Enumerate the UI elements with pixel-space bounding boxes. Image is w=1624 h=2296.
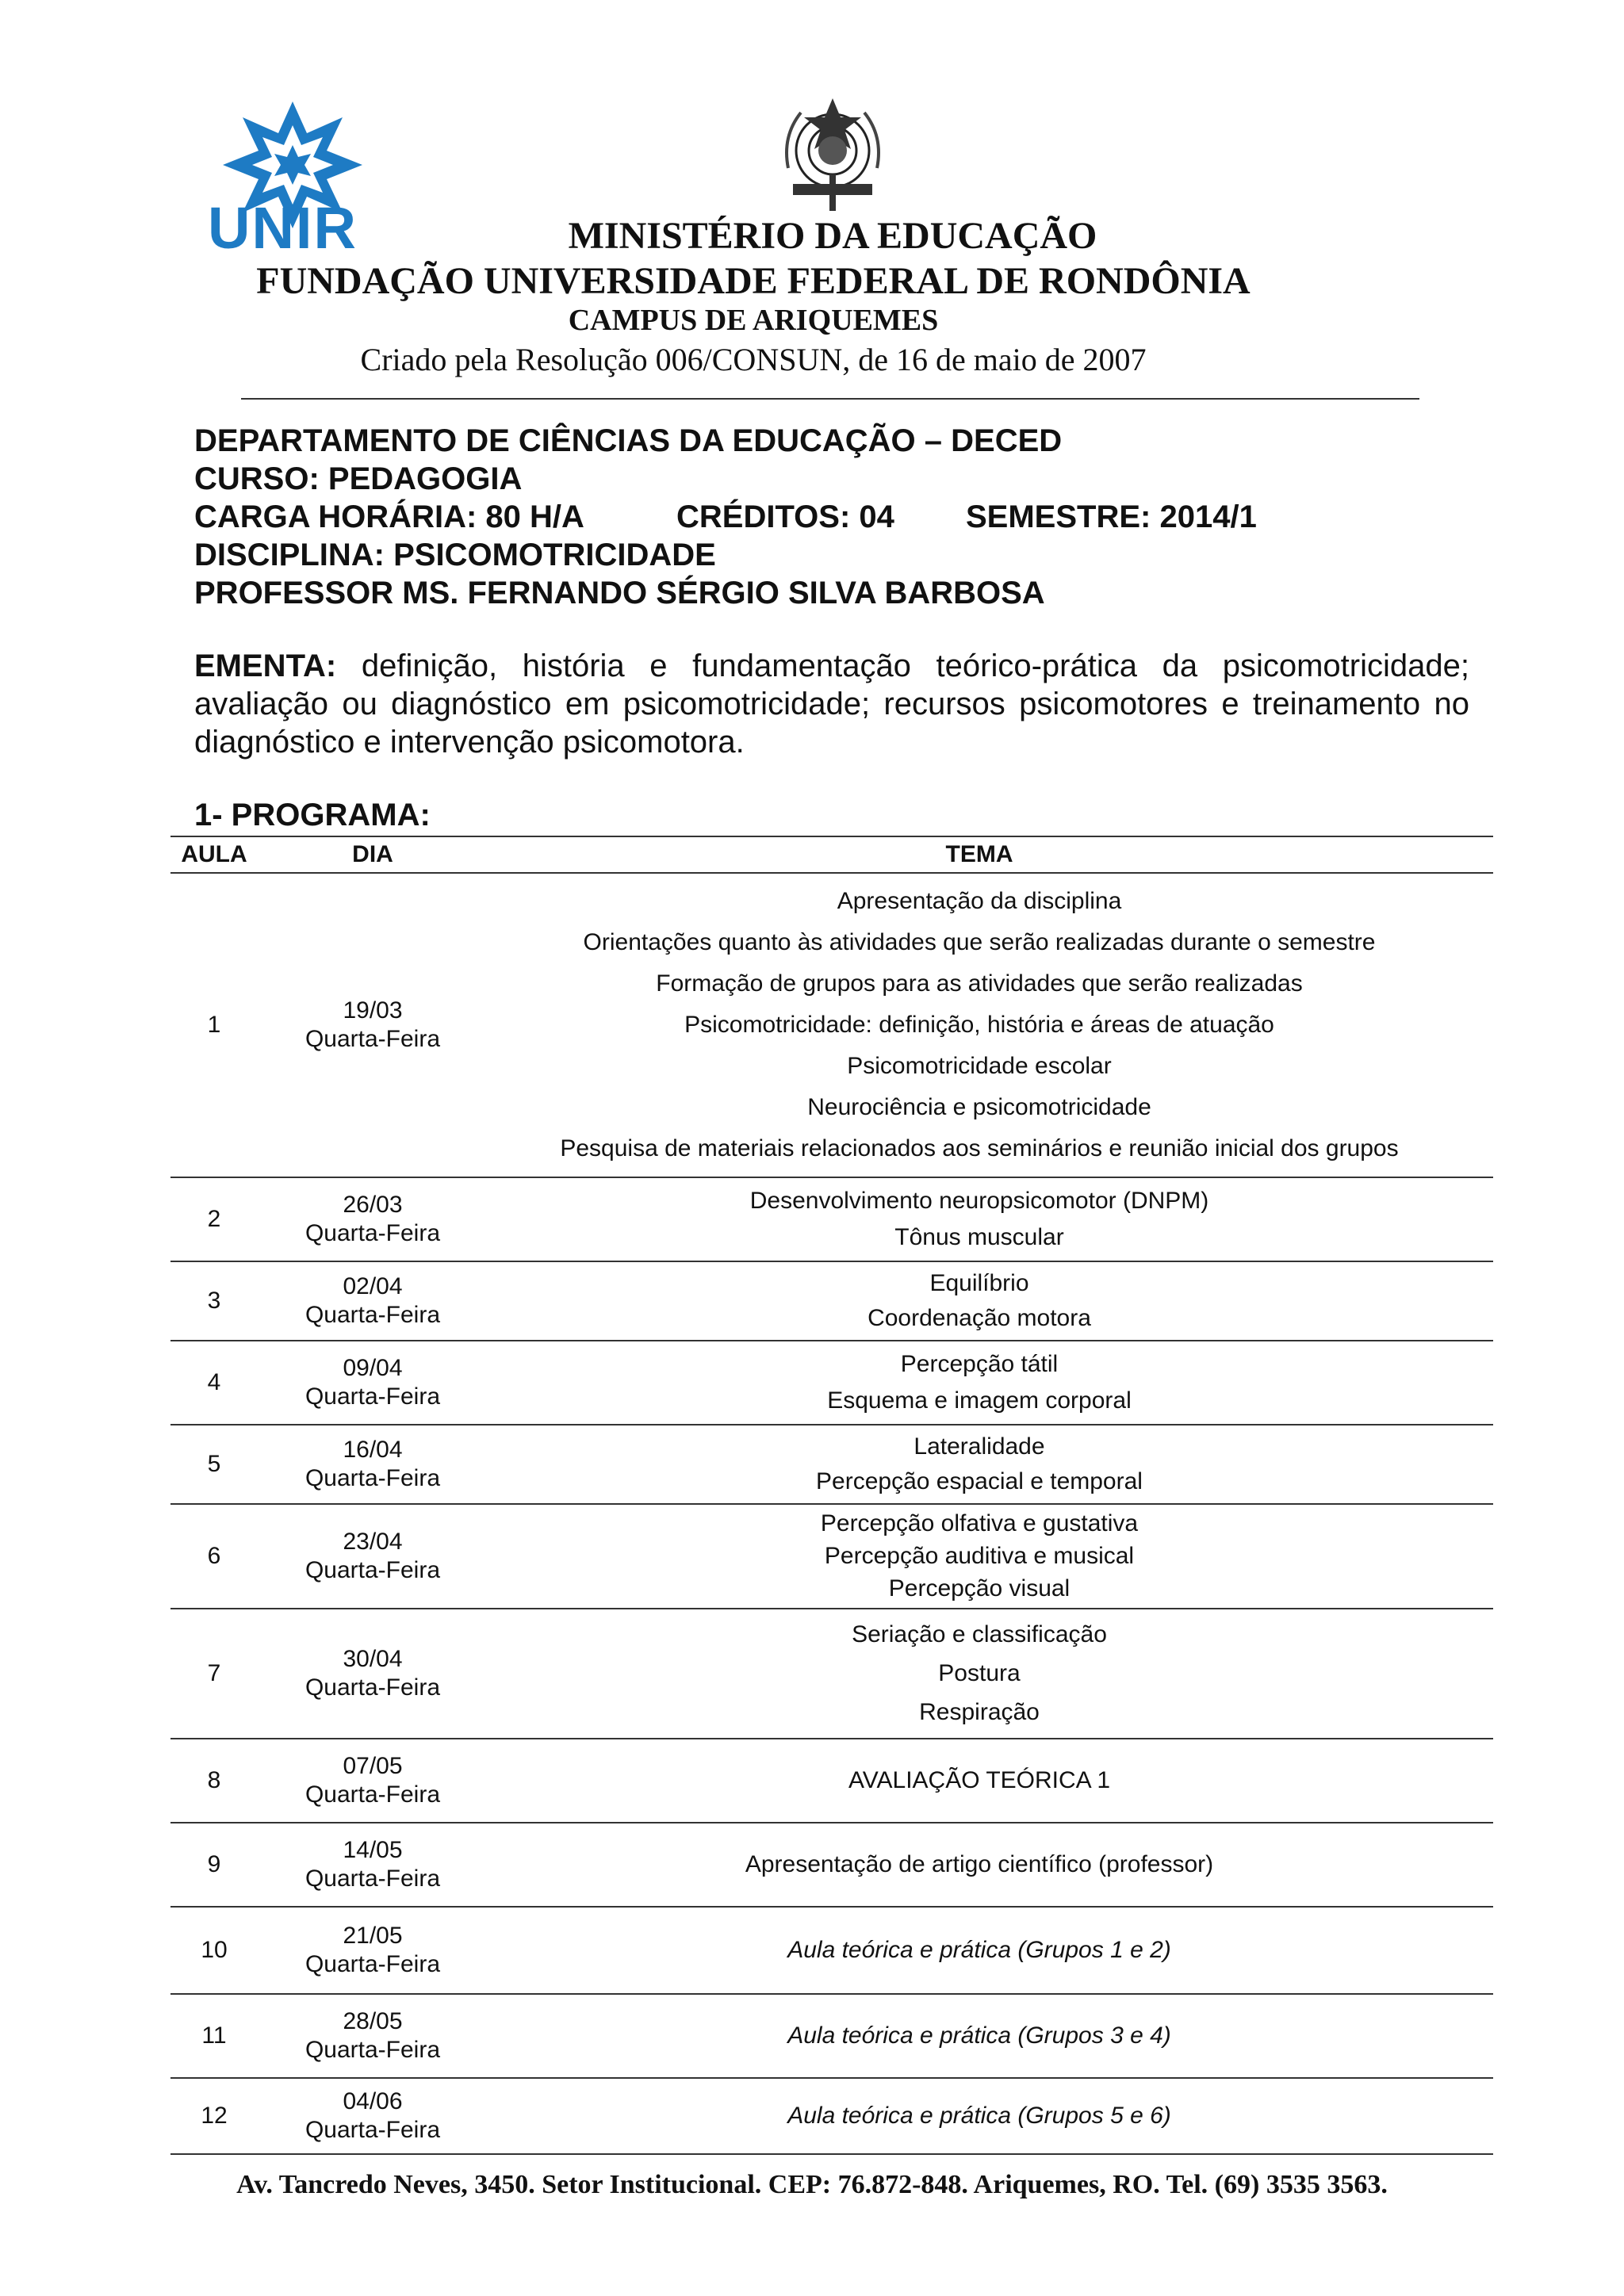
tema-cell <box>519 1505 1439 1608</box>
aula-date: 21/05 <box>343 1923 403 1949</box>
header-aula: AULA <box>181 841 247 867</box>
table-row <box>170 1178 1493 1262</box>
header-dia: DIA <box>352 841 393 867</box>
resolution-text: Criado pela Resolução 006/CONSUN, de 16 de maio de 2007 <box>360 342 1147 377</box>
header-tema: TEMA <box>945 841 1013 867</box>
footer-address: Av. Tancredo Neves, 3450. Setor Institucional. CEP: 76.872-848. Ariquemes, RO. Tel. (69) 3535 3563. <box>236 2170 1388 2199</box>
aula-number: 4 <box>207 1369 221 1395</box>
discipline-label: DISCIPLINA: PSICOMOTRICIDADE <box>194 538 716 572</box>
aula-date-cell <box>289 1341 456 1424</box>
aula-number: 6 <box>207 1543 221 1569</box>
aula-weekday: Quarta-Feira <box>304 1781 441 1808</box>
tema-cell <box>519 1341 1439 1424</box>
aula-number: 9 <box>207 1851 221 1877</box>
tema-topic: Orientações quanto às atividades que serão realizadas durante o semestre <box>583 929 1376 955</box>
tema-cell <box>519 1823 1439 1906</box>
workload-label: CARGA HORÁRIA: 80 H/A <box>194 499 584 534</box>
aula-weekday: Quarta-Feira <box>304 1383 441 1410</box>
tema-cell <box>519 1262 1439 1340</box>
tema-cell <box>519 1739 1439 1822</box>
course-label: CURSO: PEDAGOGIA <box>194 461 523 496</box>
tema-topic: Percepção auditiva e musical <box>824 1543 1135 1569</box>
tema-cell <box>519 874 1439 1177</box>
tema-topic: Psicomotricidade escolar <box>847 1053 1112 1079</box>
tema-topic: Seriação e classificação <box>852 1621 1107 1647</box>
aula-date-cell <box>289 1178 456 1261</box>
table-body <box>170 874 1493 2155</box>
tema-cell <box>519 1995 1439 2077</box>
tema-topic: Tônus muscular <box>894 1224 1064 1250</box>
tema-cell <box>519 2079 1439 2153</box>
aula-weekday: Quarta-Feira <box>304 1866 441 1892</box>
aula-number: 10 <box>201 1937 228 1963</box>
department-label: DEPARTAMENTO DE CIÊNCIAS DA EDUCAÇÃO – DECED <box>194 423 1063 458</box>
table-row <box>170 1505 1493 1609</box>
tema-topic: Postura <box>938 1660 1021 1686</box>
tema-topic: Aula teórica e prática (Grupos 5 e 6) <box>787 2103 1171 2129</box>
tema-cell <box>519 1908 1439 1993</box>
tema-cell <box>519 1609 1439 1738</box>
aula-date: 19/03 <box>343 997 403 1024</box>
aula-weekday: Quarta-Feira <box>304 1557 441 1583</box>
semester-label: SEMESTRE: 2014/1 <box>966 499 1257 534</box>
aula-number: 2 <box>207 1206 221 1232</box>
table-header <box>170 836 1493 874</box>
table-row <box>170 874 1493 1178</box>
aula-date: 14/05 <box>343 1837 403 1863</box>
aula-weekday: Quarta-Feira <box>304 1674 441 1701</box>
table-row <box>170 1995 1493 2079</box>
aula-date: 30/04 <box>343 1646 403 1672</box>
aula-weekday: Quarta-Feira <box>304 1220 441 1246</box>
tema-topic: Desenvolvimento neuropsicomotor (DNPM) <box>749 1188 1209 1214</box>
aula-date: 16/04 <box>343 1437 403 1463</box>
aula-weekday: Quarta-Feira <box>304 1951 441 1977</box>
tema-topic: Psicomotricidade: definição, história e áreas de atuação <box>684 1012 1274 1038</box>
campus-title: CAMPUS DE ARIQUEMES <box>568 304 939 337</box>
aula-date: 26/03 <box>343 1192 403 1218</box>
table-row <box>170 1609 1493 1739</box>
aula-date-cell <box>289 1739 456 1822</box>
tema-topic: Percepção visual <box>888 1575 1071 1601</box>
aula-date-cell <box>289 874 456 1177</box>
aula-weekday: Quarta-Feira <box>304 2117 441 2143</box>
aula-weekday: Quarta-Feira <box>304 1302 441 1328</box>
aula-date: 04/06 <box>343 2088 403 2114</box>
aula-number: 11 <box>201 2022 227 2049</box>
credits-label: CRÉDITOS: 04 <box>676 499 894 534</box>
aula-date: 28/05 <box>343 2008 403 2034</box>
aula-date-cell <box>289 1823 456 1906</box>
tema-topic: Respiração <box>919 1699 1040 1725</box>
tema-topic: Neurociência e psicomotricidade <box>807 1094 1151 1120</box>
table-row <box>170 1739 1493 1823</box>
brazil-coat-of-arms-icon <box>777 97 888 214</box>
tema-topic: Aula teórica e prática (Grupos 3 e 4) <box>787 2022 1171 2049</box>
aula-date-cell <box>289 1262 456 1340</box>
aula-weekday: Quarta-Feira <box>304 1465 441 1491</box>
aula-number: 12 <box>201 2103 228 2129</box>
aula-weekday: Quarta-Feira <box>304 2037 441 2063</box>
ementa-paragraph <box>194 647 1469 761</box>
ementa-text: definição, história e fundamentação teórico-prática da psicomotricidade; avaliação ou diagnóstico em psicomotricidade; recursos psicomotores e treinamento no diagnóstico e intervenção psicomotora. <box>194 649 1469 760</box>
table-row <box>170 1425 1493 1505</box>
tema-topic: Percepção tátil <box>900 1351 1059 1377</box>
table-row <box>170 1341 1493 1425</box>
tema-cell <box>519 1425 1439 1503</box>
ministry-title: MINISTÉRIO DA EDUCAÇÃO <box>568 215 1097 257</box>
tema-topic: Aula teórica e prática (Grupos 1 e 2) <box>787 1937 1171 1963</box>
aula-number: 1 <box>207 1012 221 1038</box>
aula-date: 02/04 <box>343 1273 403 1299</box>
tema-topic: Coordenação motora <box>868 1305 1091 1331</box>
table-row <box>170 1908 1493 1995</box>
header-divider <box>241 398 1419 400</box>
tema-topic: AVALIAÇÃO TEÓRICA 1 <box>848 1767 1111 1793</box>
aula-number: 7 <box>207 1660 221 1686</box>
tema-topic: Formação de grupos para as atividades que serão realizadas <box>656 970 1303 997</box>
aula-date-cell <box>289 1505 456 1608</box>
tema-topic: Percepção espacial e temporal <box>816 1468 1143 1494</box>
logo-wordmark: UNIR <box>208 195 358 261</box>
aula-date-cell <box>289 1908 456 1993</box>
aula-date: 23/04 <box>343 1529 403 1555</box>
aula-weekday: Quarta-Feira <box>304 1026 441 1052</box>
aula-number: 3 <box>207 1288 221 1314</box>
table-row <box>170 1262 1493 1341</box>
program-title: 1- PROGRAMA: <box>194 798 431 832</box>
aula-date: 07/05 <box>343 1753 403 1779</box>
tema-topic: Percepção olfativa e gustativa <box>820 1510 1139 1536</box>
ementa-label: EMENTA: <box>194 649 337 683</box>
aula-number: 5 <box>207 1451 221 1477</box>
aula-date-cell <box>289 1995 456 2077</box>
tema-cell <box>519 1178 1439 1261</box>
tema-topic: Pesquisa de materiais relacionados aos seminários e reunião inicial dos grupos <box>560 1135 1399 1161</box>
tema-topic: Apresentação de artigo científico (professor) <box>745 1851 1214 1877</box>
program-table <box>170 836 1493 2155</box>
aula-date-cell <box>289 1609 456 1738</box>
aula-number: 8 <box>207 1767 221 1793</box>
aula-date-cell <box>289 1425 456 1503</box>
table-row <box>170 2079 1493 2155</box>
table-row <box>170 1823 1493 1908</box>
tema-topic: Equilíbrio <box>929 1270 1029 1296</box>
tema-topic: Esquema e imagem corporal <box>827 1387 1132 1414</box>
foundation-title: FUNDAÇÃO UNIVERSIDADE FEDERAL DE RONDÔNIA <box>256 260 1251 302</box>
tema-topic: Lateralidade <box>914 1433 1045 1460</box>
aula-date: 09/04 <box>343 1355 403 1381</box>
tema-topic: Apresentação da disciplina <box>837 888 1122 914</box>
aula-date-cell <box>289 2079 456 2153</box>
professor-label: PROFESSOR MS. FERNANDO SÉRGIO SILVA BARBOSA <box>194 576 1045 610</box>
